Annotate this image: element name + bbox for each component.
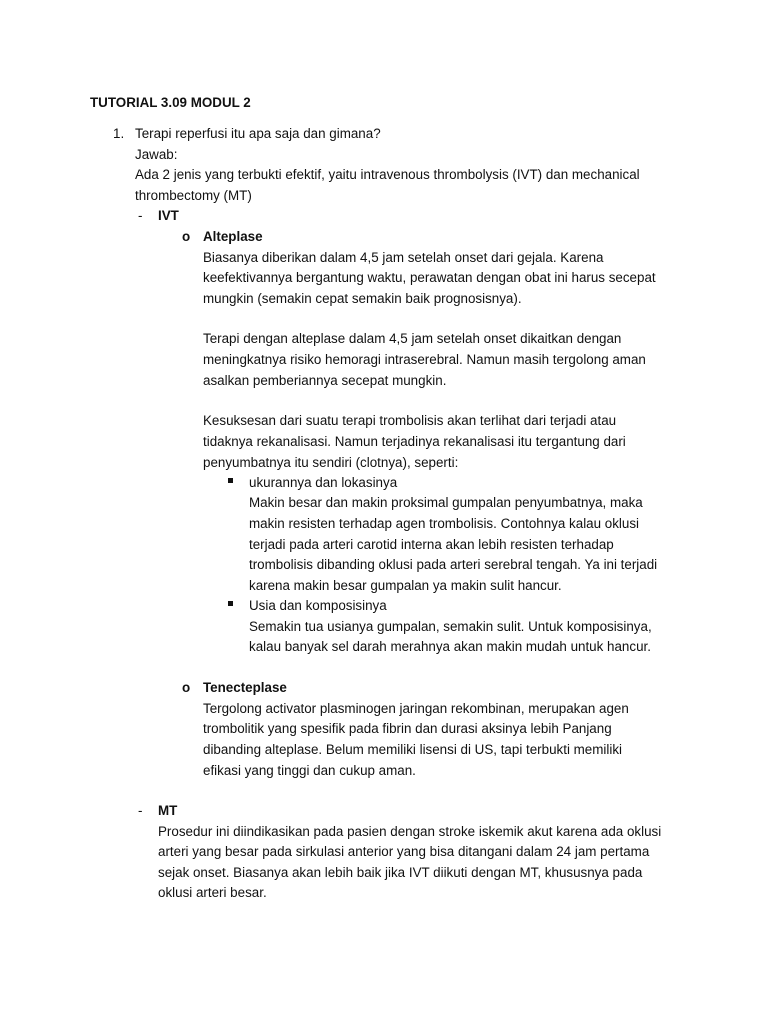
alteplase-text: Terapi dengan alteplase dalam 4,5 jam setelah onset dikaitkan dengan [203,331,622,346]
tenecteplase-text: efikasi yang tinggi dan cukup aman. [203,763,416,778]
mt-dash: - [138,803,143,818]
document-title: TUTORIAL 3.09 MODUL 2 [90,95,251,110]
alteplase-text: asalkan pemberiannya secepat mungkin. [203,373,447,388]
bullet-title: ukurannya dan lokasinya [249,475,398,490]
bullet-text: kalau banyak sel darah merahnya akan makin mudah untuk hancur. [249,639,651,654]
tenecteplase-heading: Tenecteplase [203,680,287,695]
alteplase-text: tidaknya rekanalisasi. Namun terjadinya rekanalisasi itu tergantung dari [203,434,626,449]
question-number: 1. [113,126,125,141]
tenecteplase-marker: o [182,680,191,695]
bullet-text: Makin besar dan makin proksimal gumpalan penyumbatnya, maka [249,495,643,510]
alteplase-heading: Alteplase [203,229,263,244]
alteplase-text: keefektivannya bergantung waktu, perawatan dengan obat ini harus secepat [203,270,656,285]
bullet-title: Usia dan komposisinya [249,598,387,613]
alteplase-text: mungkin (semakin cepat semakin baik prognosisnya). [203,291,522,306]
bullet-square-icon [228,478,233,483]
alteplase-text: Kesuksesan dari suatu terapi trombolisis akan terlihat dari terjadi atau [203,413,617,428]
question-text: Terapi reperfusi itu apa saja dan gimana? [135,126,381,141]
ivt-heading: IVT [158,208,179,223]
mt-text: oklusi arteri besar. [158,885,267,900]
bullet-text: Semakin tua usianya gumpalan, semakin sulit. Untuk komposisinya, [249,619,652,634]
bullet-text: makin resisten terhadap agen trombolisis. Contohnya kalau oklusi [249,516,640,531]
tenecteplase-text: trombolitik yang spesifik pada fibrin dan durasi aksinya lebih Panjang [203,721,612,736]
alteplase-marker: o [182,229,191,244]
mt-text: arteri yang besar pada sirkulasi anterior yang bisa ditangani dalam 24 jam pertama [158,844,650,859]
tenecteplase-text: Tergolong activator plasminogen jaringan rekombinan, merupakan agen [203,701,629,716]
bullet-square-icon [228,601,233,606]
mt-heading: MT [158,803,178,818]
alteplase-text: meningkatnya risiko hemoragi intraserebral. Namun masih tergolong aman [203,352,646,367]
bullet-text: karena makin besar gumpalan ya makin sulit hancur. [249,578,562,593]
tenecteplase-text: dibanding alteplase. Belum memiliki lisensi di US, tapi terbukti memiliki [203,742,623,757]
bullet-text: terjadi pada arteri carotid interna akan lebih resisten terhadap [249,537,614,552]
bullet-text: trombolisis dibanding oklusi pada arteri serebral tengah. Ya ini terjadi [249,557,658,572]
answer-line: Ada 2 jenis yang terbukti efektif, yaitu intravenous thrombolysis (IVT) dan mechanical [135,167,640,182]
ivt-dash: - [138,208,143,223]
mt-text: Prosedur ini diindikasikan pada pasien dengan stroke iskemik akut karena ada oklusi [158,824,662,839]
answer-line: thrombectomy (MT) [135,188,252,203]
mt-text: sejak onset. Biasanya akan lebih baik jika IVT diikuti dengan MT, khususnya pada [158,865,643,880]
alteplase-text: Biasanya diberikan dalam 4,5 jam setelah onset dari gejala. Karena [203,250,604,265]
alteplase-text: penyumbatnya itu sendiri (clotnya), seperti: [203,455,459,470]
answer-label: Jawab: [135,147,178,162]
